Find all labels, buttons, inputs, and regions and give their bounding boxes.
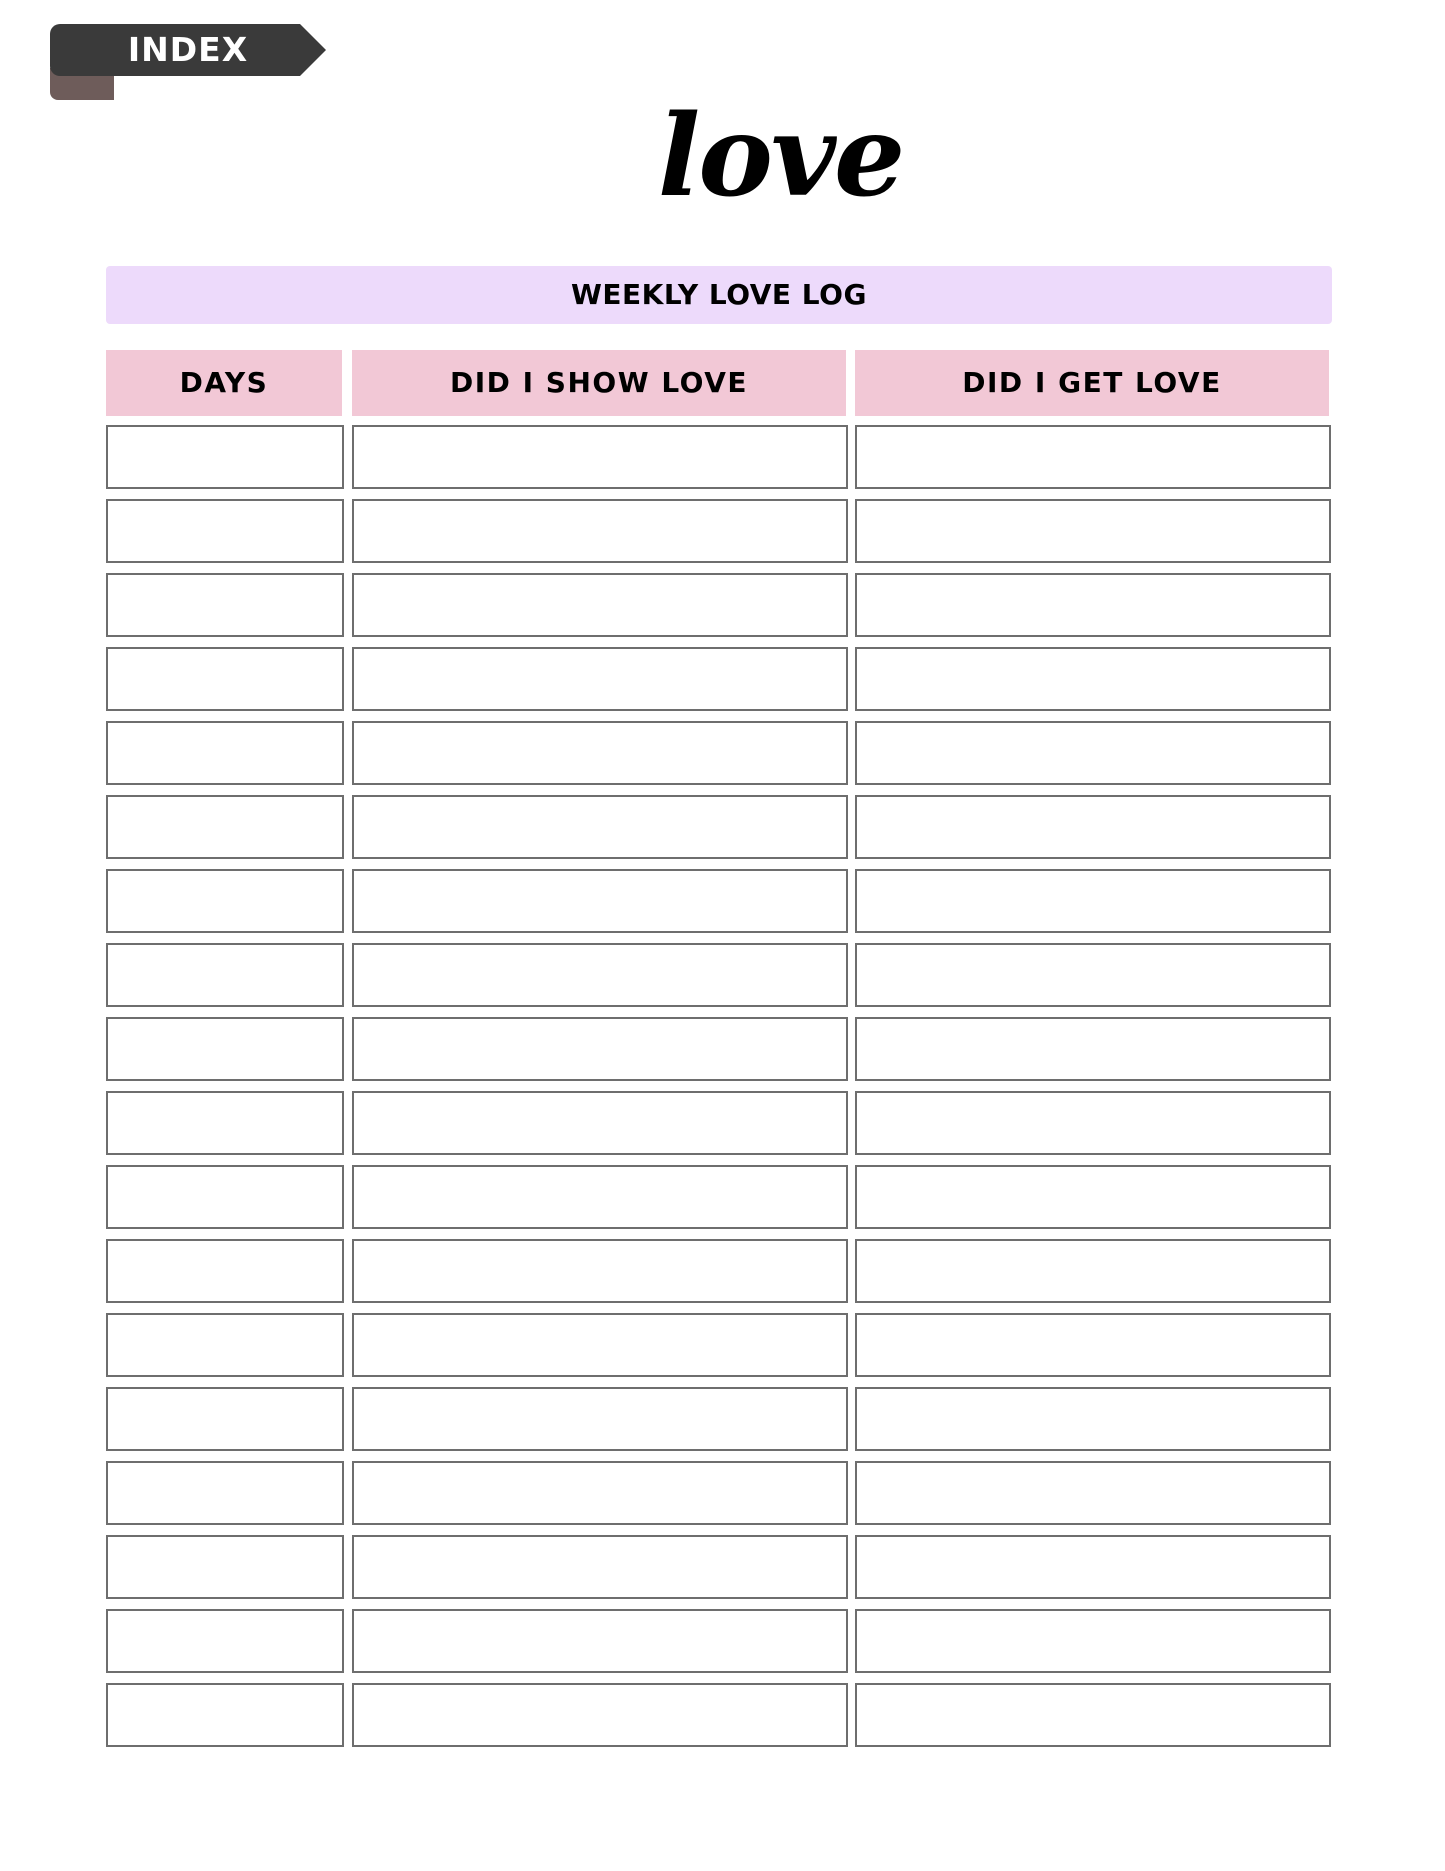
index-tab-label[interactable]: INDEX <box>127 30 249 69</box>
show-love-cell[interactable] <box>352 1387 848 1451</box>
days-cell[interactable] <box>106 1387 344 1451</box>
days-cell[interactable] <box>106 647 344 711</box>
days-cell[interactable] <box>106 1165 344 1229</box>
get-love-cell[interactable] <box>855 1017 1331 1081</box>
days-cell[interactable] <box>106 721 344 785</box>
days-cell[interactable] <box>106 943 344 1007</box>
get-love-cell[interactable] <box>855 1165 1331 1229</box>
show-love-cell[interactable] <box>352 573 848 637</box>
get-love-cell[interactable] <box>855 1239 1331 1303</box>
show-love-cell[interactable] <box>352 1165 848 1229</box>
days-cell[interactable] <box>106 425 344 489</box>
show-love-cell[interactable] <box>352 1017 848 1081</box>
show-love-cell[interactable] <box>352 1609 848 1673</box>
page-title: love <box>657 91 904 222</box>
weekly-love-log-banner: WEEKLY LOVE LOG <box>106 266 1332 324</box>
column-header-did-i-get-love: DID I GET LOVE <box>855 350 1329 416</box>
days-cell[interactable] <box>106 1535 344 1599</box>
show-love-cell[interactable] <box>352 795 848 859</box>
get-love-cell[interactable] <box>855 573 1331 637</box>
get-love-cell[interactable] <box>855 647 1331 711</box>
get-love-cell[interactable] <box>855 1461 1331 1525</box>
get-love-cell[interactable] <box>855 1535 1331 1599</box>
get-love-cell[interactable] <box>855 1683 1331 1747</box>
show-love-cell[interactable] <box>352 1313 848 1377</box>
get-love-cell[interactable] <box>855 1313 1331 1377</box>
show-love-cell[interactable] <box>352 943 848 1007</box>
show-love-cell[interactable] <box>352 1239 848 1303</box>
days-cell[interactable] <box>106 1239 344 1303</box>
days-cell[interactable] <box>106 1313 344 1377</box>
get-love-cell[interactable] <box>855 869 1331 933</box>
days-cell[interactable] <box>106 869 344 933</box>
column-header-did-i-show-love: DID I SHOW LOVE <box>352 350 846 416</box>
show-love-cell[interactable] <box>352 1683 848 1747</box>
days-cell[interactable] <box>106 795 344 859</box>
show-love-cell[interactable] <box>352 425 848 489</box>
show-love-cell[interactable] <box>352 1535 848 1599</box>
show-love-cell[interactable] <box>352 721 848 785</box>
get-love-cell[interactable] <box>855 425 1331 489</box>
days-cell[interactable] <box>106 1461 344 1525</box>
show-love-cell[interactable] <box>352 1461 848 1525</box>
days-cell[interactable] <box>106 499 344 563</box>
show-love-cell[interactable] <box>352 499 848 563</box>
show-love-cell[interactable] <box>352 647 848 711</box>
days-cell[interactable] <box>106 1017 344 1081</box>
days-cell[interactable] <box>106 1091 344 1155</box>
get-love-cell[interactable] <box>855 1609 1331 1673</box>
days-cell[interactable] <box>106 1609 344 1673</box>
show-love-cell[interactable] <box>352 869 848 933</box>
get-love-cell[interactable] <box>855 1387 1331 1451</box>
days-cell[interactable] <box>106 573 344 637</box>
column-header-days: DAYS <box>106 350 342 416</box>
days-cell[interactable] <box>106 1683 344 1747</box>
get-love-cell[interactable] <box>855 1091 1331 1155</box>
get-love-cell[interactable] <box>855 795 1331 859</box>
get-love-cell[interactable] <box>855 943 1331 1007</box>
get-love-cell[interactable] <box>855 499 1331 563</box>
get-love-cell[interactable] <box>855 721 1331 785</box>
show-love-cell[interactable] <box>352 1091 848 1155</box>
